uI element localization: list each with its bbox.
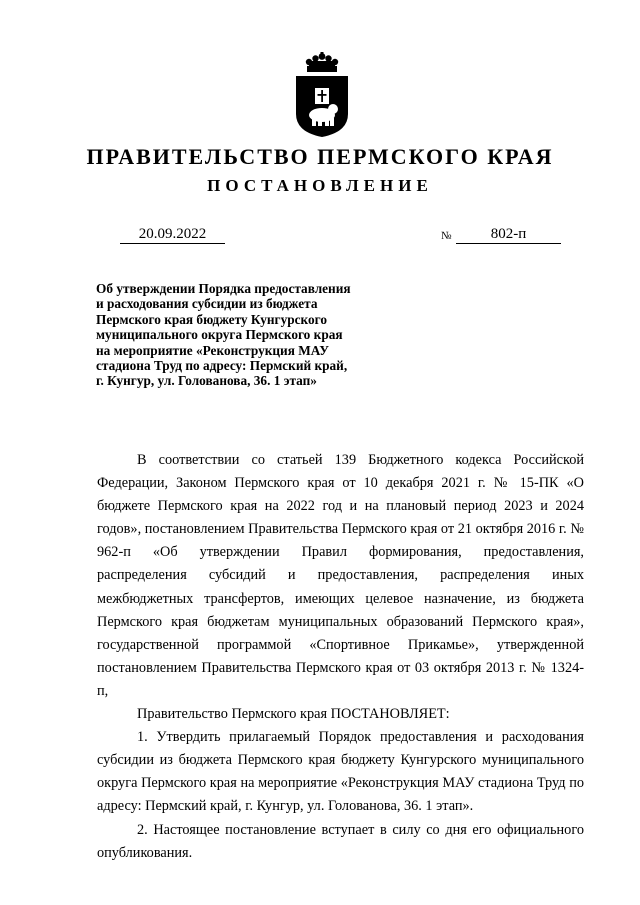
perm-krai-coat-of-arms-icon xyxy=(293,52,351,138)
subject-line: Об утверждении Порядка предоставления xyxy=(96,281,351,296)
subject-line: на мероприятие «Реконструкция МАУ xyxy=(96,342,329,358)
document-subject xyxy=(96,281,416,389)
subject-line: и расходования субсидии из бюджета xyxy=(96,296,318,312)
decree-paragraph: Правительство Пермского края ПОСТАНОВЛЯЕТ: xyxy=(137,706,450,723)
item-1-paragraph: 1. Утвердить прилагаемый Порядок предоставления и расходования субсидии из бюджета Пермского края бюджету Кунгурского муниципального округа Пермского края на мероприятие «Реконструкция МАУ стадиона Труд по адресу: Пермский край, г. Кунгур, ул. Голованова, 36. 1 этап». xyxy=(97,729,584,815)
document-date: 20.09.2022 xyxy=(120,225,225,244)
document-number: 802-п xyxy=(456,225,561,244)
subject-line: Пермского края бюджету Кунгурского xyxy=(96,311,328,327)
subject-line: стадиона Труд по адресу: Пермский край, xyxy=(96,358,348,374)
preamble-paragraph: В соответствии со статьей 139 Бюджетного кодекса Российской Федерации, Законом Пермского края от 10 декабря 2021 г. № 15-ПК «О бюджете Пермского края на 2022 год и на плановый период 2023 и 2024 годов», постановлением Правительства Пермского края от 21 октября 2016 г. № 962-п «Об утверждении Правил формирования, предоставления, распределения субсидий и предоставления, распределения иных межбюджетных трансфертов, имеющих целевое назначение, из бюджета Пермского края бюджетам муниципальных образований Пермского края», государственной программой «Спортивное Прикамье», утвержденной постановлением Правительства Пермского края от 03 октября 2013 г. № 1324-п, xyxy=(97,452,584,699)
document-body xyxy=(97,449,584,865)
subject-line: г. Кунгур, ул. Голованова, 36. 1 этап» xyxy=(96,373,317,389)
document-type: ПОСТАНОВЛЕНИЕ xyxy=(207,176,433,195)
item-2-paragraph: 2. Настоящее постановление вступает в силу со дня его официального опубликования. xyxy=(97,821,584,861)
subject-line: муниципального округа Пермского края xyxy=(96,327,343,343)
organization-title: ПРАВИТЕЛЬСТВО ПЕРМСКОГО КРАЯ xyxy=(86,144,554,169)
number-label: № xyxy=(441,230,452,242)
